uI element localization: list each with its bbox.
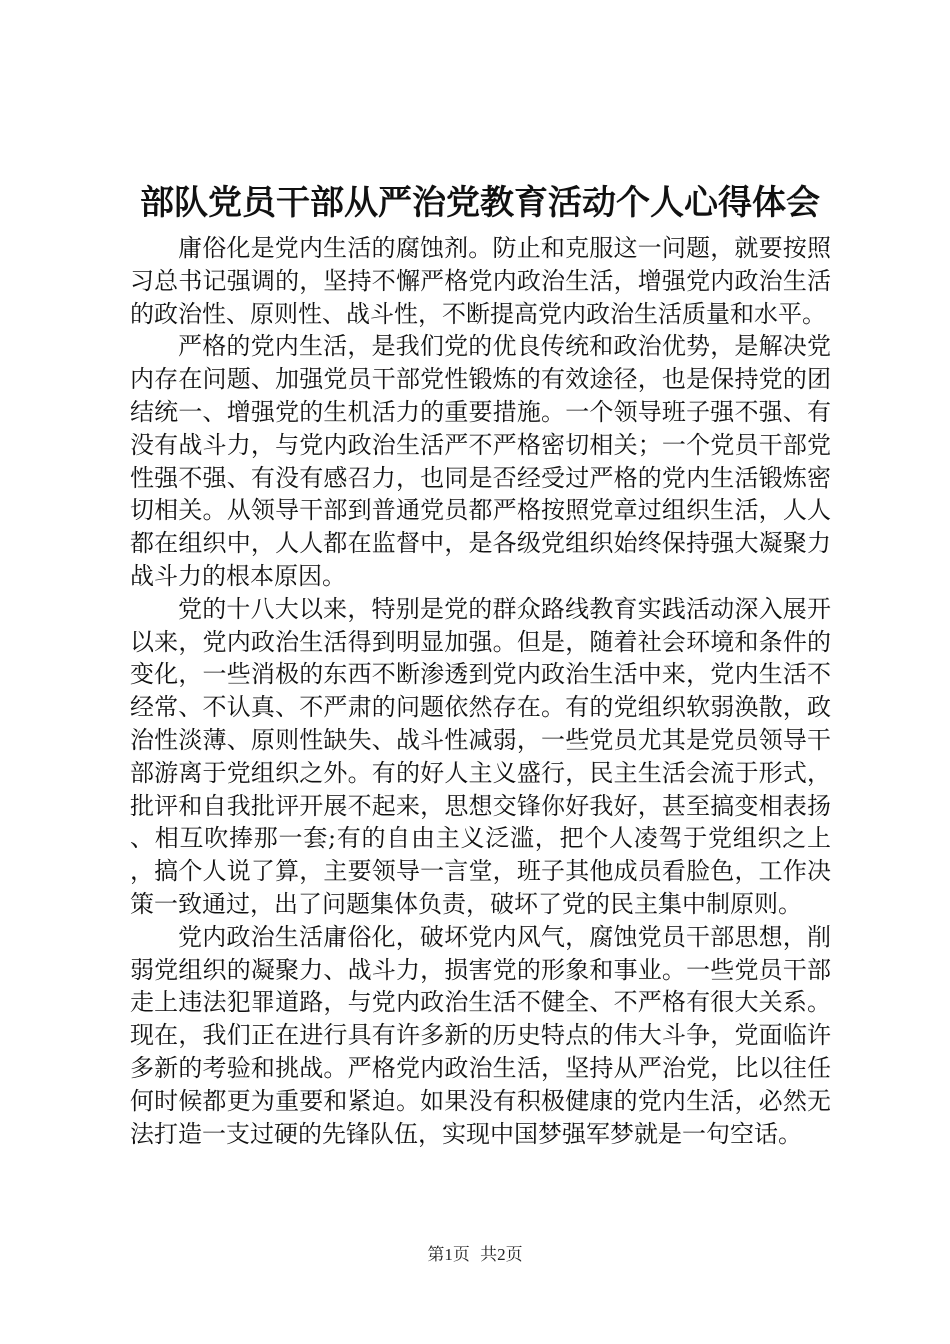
paragraph-1: 庸俗化是党内生活的腐蚀剂。防止和克服这一问题，就要按照习总书记强调的，坚持不懈严格党内政治生活，增强党内政治生活的政治性、原则性、战斗性，不断提高党内政治生活质量和水平。 bbox=[130, 234, 831, 328]
document-title: 部队党员干部从严治党教育活动个人心得体会 bbox=[140, 183, 820, 223]
page-number-total: 共2页 bbox=[480, 1245, 523, 1264]
paragraph-3: 党的十八大以来，特别是党的群众路线教育实践活动深入展开以来，党内政治生活得到明显加强。但是，随着社会环境和条件的变化，一些消极的东西不断渗透到党内政治生活中来，党内生活不经常、不认真、不严肃的问题依然存在。有的党组织软弱涣散，政治性淡薄、原则性缺失、战斗性减弱，一些党员尤其是党员领导干部游离于党组织之外。有的好人主义盛行，民主生活会流于形式，批评和自我批评开展不起来，思想交锋你好我好，甚至搞变相表扬、相互吹捧那一套;有的自由主义泛滥，把个人凌驾于党组织之上，搞个人说了算，主要领导一言堂，班子其他成员看脸色，工作决策一致通过，出了问题集体负责，破坏了党的民主集中制原则。 bbox=[130, 594, 831, 918]
paragraph-4: 党内政治生活庸俗化，破坏党内风气，腐蚀党员干部思想，削弱党组织的凝聚力、战斗力，损害党的形象和事业。一些党员干部走上违法犯罪道路，与党内政治生活不健全、不严格有很大关系。现在，我们正在进行具有许多新的历史特点的伟大斗争，党面临许多新的考验和挑战。严格党内政治生活，坚持从严治党，比以往任何时候都更为重要和紧迫。如果没有积极健康的党内生活，必然无法打造一支过硬的先锋队伍，实现中国梦强军梦就是一句空话。 bbox=[130, 922, 831, 1148]
page-number-current: 第1页 bbox=[427, 1245, 470, 1264]
paragraph-2: 严格的党内生活，是我们党的优良传统和政治优势，是解决党内存在问题、加强党员干部党性锻炼的有效途径，也是保持党的团结统一、增强党的生机活力的重要措施。一个领导班子强不强、有没有战斗力，与党内政治生活严不严格密切相关；一个党员干部党性强不强、有没有感召力，也同是否经受过严格的党内生活锻炼密切相关。从领导干部到普通党员都严格按照党章过组织生活，人人都在组织中，人人都在监督中，是各级党组织始终保持强大凝聚力战斗力的根本原因。 bbox=[130, 332, 831, 590]
document-body bbox=[130, 232, 831, 1150]
page-footer bbox=[0, 1243, 950, 1267]
